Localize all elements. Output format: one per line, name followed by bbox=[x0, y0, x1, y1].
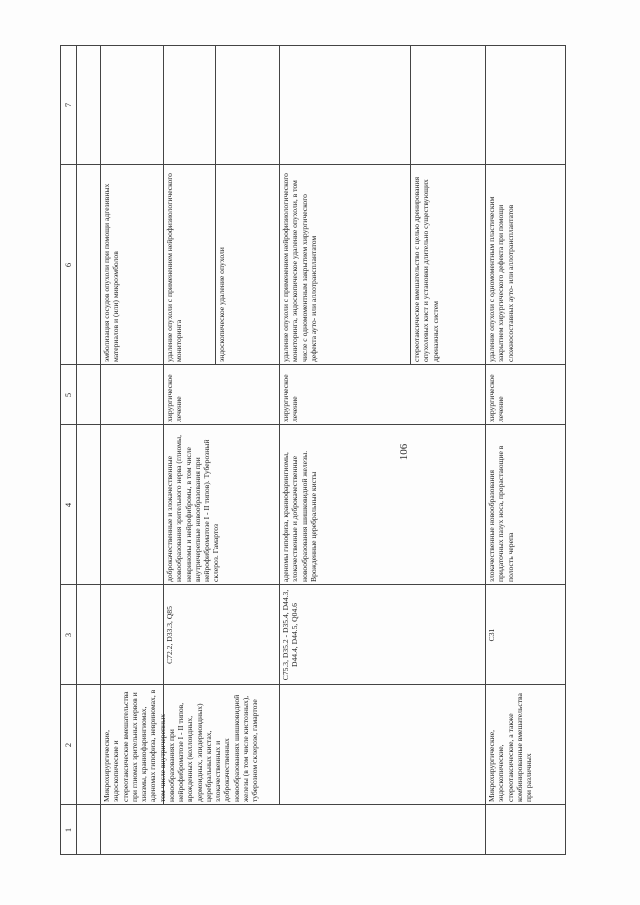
header-col-1: 1 bbox=[63, 827, 73, 833]
header-row-line bbox=[76, 45, 77, 855]
table-border-left bbox=[60, 854, 565, 855]
page-number: 106 bbox=[398, 443, 410, 461]
header-col-3: 3 bbox=[63, 632, 73, 638]
method-cell: эмболизация сосудов опухоли при помощи адгезивных материалов и (или) микроэмболов bbox=[102, 183, 121, 362]
diagnosis-cell: злокачественные новообразования придаточных пазух носа, прорастающие в полость черепа bbox=[487, 445, 515, 582]
method-cell: стереотаксическое вмешательство с целью дренирования опухолевых кист и установки длительно существующих дренажных систем bbox=[412, 176, 440, 362]
method-cell: удаление опухоли с применением нейрофизиологического мониторинга bbox=[165, 173, 184, 362]
procedure-group-description: Микрохирургические, эндоскопические, стереотаксические, а также комбинированные вмешательства при различных bbox=[487, 693, 533, 802]
method-cell: эндоскопическое удаление опухоли bbox=[217, 247, 226, 362]
header-col-5: 5 bbox=[63, 392, 73, 398]
icd-codes-cell: C75.3, D35.2 - D35.4, D44.3, D44.4, D44.5, Q04.6 bbox=[281, 589, 300, 681]
header-col-7: 7 bbox=[63, 102, 73, 108]
medical-services-table bbox=[60, 45, 565, 855]
diagnosis-cell: аденомы гипофиза, краниофарингиомы, злокачественные и доброкачественные новообразования шишковидной железы. Врожденные церебральные кисты bbox=[281, 450, 318, 582]
treatment-type-cell: хирургическое лечение bbox=[487, 374, 506, 422]
method-cell: удаление опухоли с одномоментным пластическим закрытием хирургического дефекта при помощи сложносоставных ауто- или аллотрансплантатов bbox=[487, 196, 515, 362]
method-cell: удаление опухоли с применением нейрофизиологического мониторинга, эндоскопическое удаление опухоли, в том числе с одномоментным закрытием хирургического дефекта ауто- или аллотрансплантатом bbox=[281, 173, 318, 362]
procedure-group-description: Микрохирургические, эндоскопические и стереотаксические вмешательства при глиомах зрительных нервов и хиазмы, краниофарингиомах, аденомах гипофиза, невриномах, в том числе внутричерепных новообразованиях при нейрофиброматозе I - II типов, врожденных (коллоидных, дермоидных, эпидермоидных) церебральных кистах, злокачественных и доброкачественных новообразованиях шишковидной железы (в том числе кистозных), туберозном склерозе, гамартозе bbox=[102, 689, 259, 802]
header-col-4: 4 bbox=[63, 502, 73, 508]
header-col-6: 6 bbox=[63, 262, 73, 268]
treatment-type-cell: хирургическое лечение bbox=[165, 374, 184, 422]
table-border-bottom bbox=[565, 45, 566, 855]
icd-codes-cell: C31 bbox=[487, 628, 496, 642]
table-border-right bbox=[60, 45, 565, 46]
icd-codes-cell: C72.2, D33.3, Q85 bbox=[165, 606, 174, 664]
header-col-2: 2 bbox=[63, 742, 73, 748]
treatment-type-cell: хирургическое лечение bbox=[281, 374, 300, 422]
diagnosis-cell: доброкачественные и злокачественные новообразования зрительного нерва (глиомы, невриномы и нейрофибромы, в том числе внутричерепные новообразования при нейрофиброматозе I - II типов). Туберозный склероз. Гамартоз bbox=[165, 435, 221, 582]
